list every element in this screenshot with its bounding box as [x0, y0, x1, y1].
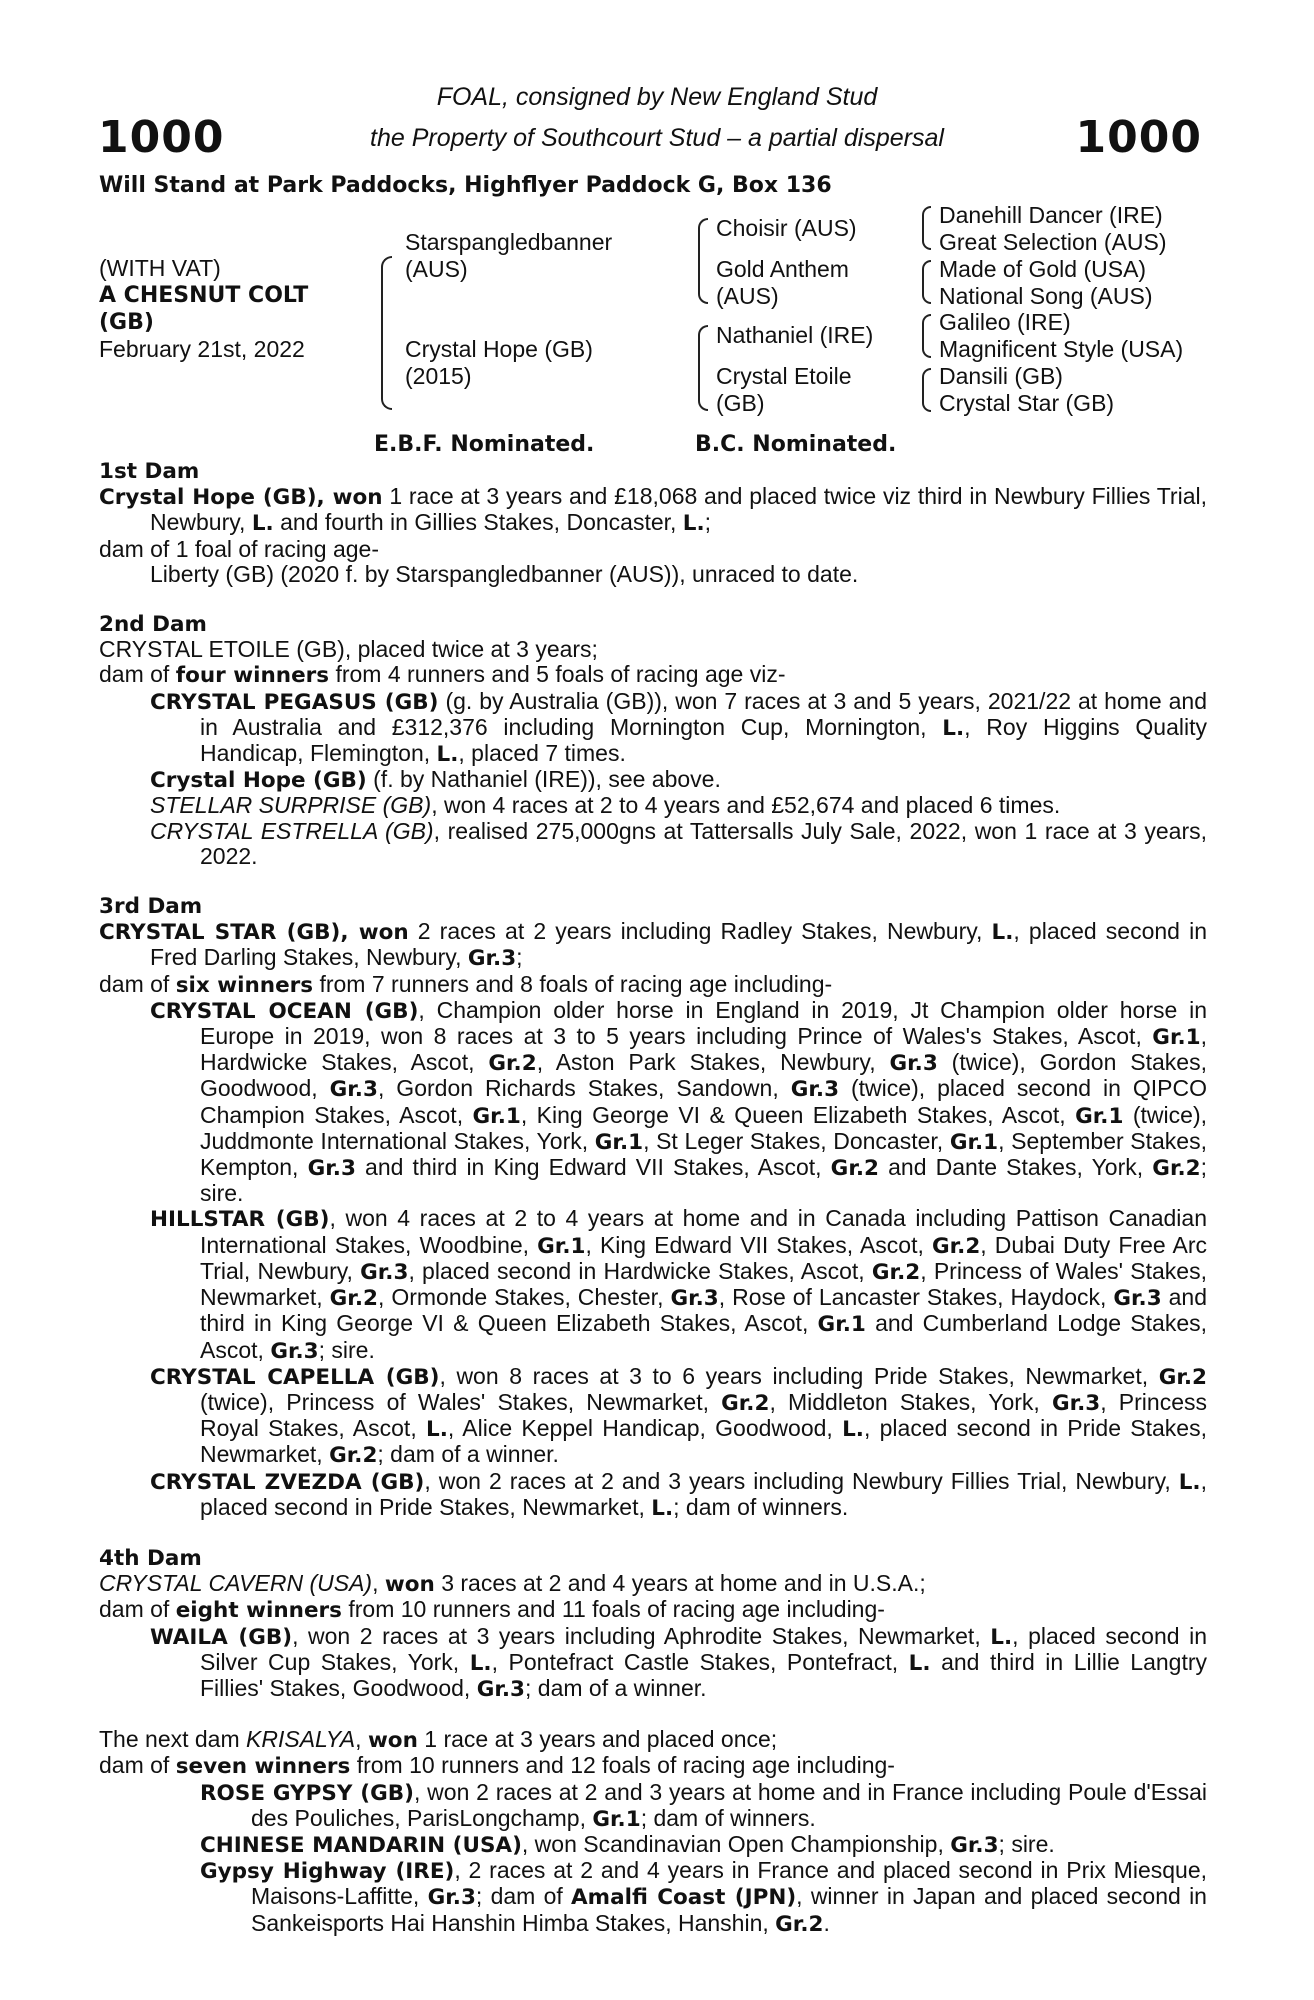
produce-crystal-estrella: CRYSTAL ESTRELLA (GB), realised 275,000gns at Tattersalls July Sale, 2022, won 1 race at 3 years, 2022.: [150, 817, 1207, 869]
brace-generation-1: [381, 256, 392, 410]
produce-gypsy-highway: Gypsy Highway (IRE), 2 races at 2 and 4 years in France and placed second in Prix Miesque, Maisons-Laffitte, Gr.3; dam of Amalfi Coast (JPN), winner in Japan and placed second in Sankeisports Hai Hanshin Himba Stakes, Hanshin, Gr.2.: [200, 1857, 1207, 1937]
first-dam-heading: 1st Dam: [99, 459, 200, 484]
dam-name: Crystal Hope (GB): [405, 336, 593, 362]
third-dam-produce-intro: dam of six winners from 7 runners and 8 foals of racing age including-: [99, 970, 833, 998]
sss: Danehill Dancer (IRE): [939, 202, 1163, 228]
dds: Dansili (GB): [939, 363, 1063, 389]
next-dam-record: The next dam KRISALYA, won 1 race at 3 years and placed once;: [99, 1726, 778, 1754]
produce-crystal-hope: Crystal Hope (GB) (f. by Nathaniel (IRE)), see above.: [150, 766, 721, 794]
dam-dam-name: Crystal Etoile: [716, 363, 852, 389]
brace-ds: [922, 314, 931, 358]
first-dam-produce-item: Liberty (GB) (2020 f. by Starspangledbanner (AUS)), unraced to date.: [150, 560, 859, 587]
dss: Galileo (IRE): [939, 309, 1071, 335]
produce-chinese-mandarin: CHINESE MANDARIN (USA), won Scandinavian Open Championship, Gr.3; sire.: [200, 1830, 1055, 1858]
produce-crystal-ocean: CRYSTAL OCEAN (GB), Champion older horse in England in 2019, Jt Champion older horse in Europe in 2019, won 8 races at 3 to 5 years including Prince of Wales's Stakes, Ascot, Gr.1, Hardwicke Stakes, Ascot, Gr.2, Aston Park Stakes, Newbury, Gr.3 (twice), Gordon Stakes, Goodwood, Gr.3, Gordon Richards Stakes, Sandown, Gr.3 (twice), placed second in QIPCO Champion Stakes, Ascot, Gr.1, King George VI & Queen Elizabeth Stakes, Ascot, Gr.1 (twice), Juddmonte International Stakes, York, Gr.1, St Leger Stakes, Doncaster, Gr.1, September Stakes, Kempton, Gr.3 and third in King Edward VII Stakes, Ascot, Gr.2 and Dante Stakes, York, Gr.2; sire.: [150, 996, 1208, 1207]
brace-sire-side: [698, 218, 708, 304]
produce-stellar-surprise: STELLAR SURPRISE (GB), won 4 races at 2 to 4 years and £52,674 and placed 6 times.: [150, 792, 1061, 819]
sire-sire: Choisir (AUS): [716, 215, 857, 241]
bc-nominated: B.C. Nominated.: [695, 432, 897, 457]
sire-dam-country: (AUS): [716, 283, 779, 309]
fourth-dam-heading: 4th Dam: [99, 1545, 202, 1571]
dam-year: (2015): [405, 363, 472, 389]
second-dam-produce-intro: dam of four winners from 4 runners and 5 foals of racing age viz-: [99, 661, 786, 689]
ssd: Great Selection (AUS): [939, 229, 1167, 255]
stand-line: Will Stand at Park Paddocks, Highflyer Paddock G, Box 136: [99, 173, 832, 198]
ddd: Crystal Star (GB): [939, 390, 1115, 416]
fourth-dam-record: CRYSTAL CAVERN (USA), won 3 races at 2 and 4 years at home and in U.S.A.;: [99, 1570, 926, 1598]
dam-sire: Nathaniel (IRE): [716, 322, 874, 348]
foaling-date: February 21st, 2022: [99, 336, 305, 362]
sdd: National Song (AUS): [939, 283, 1153, 309]
property-line: the Property of Southcourt Stud – a partial dispersal: [370, 124, 944, 152]
sds: Made of Gold (USA): [939, 256, 1147, 282]
lot-description: A CHESNUT COLT: [99, 283, 309, 308]
next-dam-produce-intro: dam of seven winners from 10 runners and 12 foals of racing age including-: [99, 1752, 895, 1780]
sire-country: (AUS): [405, 256, 468, 282]
brace-dd: [922, 368, 931, 412]
vat-label: (WITH VAT): [99, 255, 221, 281]
produce-crystal-pegasus: CRYSTAL PEGASUS (GB) (g. by Australia (GB)), won 7 races at 3 and 5 years, 2021/22 at home and in Australia and £312,376 including Mornington Cup, Mornington, L., Roy Higgins Quality Handicap, Flemington, L., placed 7 times.: [150, 687, 1207, 768]
dsd: Magnificent Style (USA): [939, 336, 1184, 362]
dam-dam-country: (GB): [716, 390, 765, 416]
catalogue-text: [99, 459, 1207, 1937]
sire-dam-name: Gold Anthem: [716, 256, 849, 282]
brace-dam-side: [698, 325, 708, 411]
sire-name: Starspangledbanner: [405, 229, 613, 255]
consignor-line: FOAL, consigned by New England Stud: [436, 83, 878, 111]
produce-crystal-capella: CRYSTAL CAPELLA (GB), won 8 races at 3 to 6 years including Pride Stakes, Newmarket, Gr.2 (twice), Princess of Wales' Stakes, Newmarket, Gr.2, Middleton Stakes, York, Gr.3, Princess Royal Stakes, Ascot, L., Alice Keppel Handicap, Goodwood, L., placed second in Pride Stakes, Newmarket, Gr.2; dam of a winner.: [150, 1362, 1207, 1469]
fourth-dam-produce-intro: dam of eight winners from 10 runners and 11 foals of racing age including-: [99, 1596, 885, 1624]
second-dam-record: CRYSTAL ETOILE (GB), placed twice at 3 years;: [99, 636, 598, 663]
produce-hillstar: HILLSTAR (GB), won 4 races at 2 to 4 years at home and in Canada including Pattison Canadian International Stakes, Woodbine, Gr.1, King Edward VII Stakes, Ascot, Gr.2, Dubai Duty Free Arc Trial, Newbury, Gr.3, placed second in Hardwicke Stakes, Ascot, Gr.2, Princess of Wales' Stakes, Newmarket, Gr.2, Ormonde Stakes, Chester, Gr.3, Rose of Lancaster Stakes, Haydock, Gr.3 and third in King George VI & Queen Elizabeth Stakes, Ascot, Gr.1 and Cumberland Lodge Stakes, Ascot, Gr.3; sire.: [150, 1205, 1208, 1364]
lot-number-left: 1000: [98, 112, 225, 163]
brace-sd: [922, 260, 931, 304]
ebf-nominated: E.B.F. Nominated.: [374, 432, 595, 457]
produce-waila: WAILA (GB), won 2 races at 3 years including Aphrodite Stakes, Newmarket, L., placed second in Silver Cup Stakes, York, L., Pontefract Castle Stakes, Pontefract, L. and third in Lillie Langtry Fillies' Stakes, Goodwood, Gr.3; dam of a winner.: [150, 1622, 1208, 1702]
lot-description-country: (GB): [99, 310, 154, 335]
produce-rose-gypsy: ROSE GYPSY (GB), won 2 races at 2 and 3 years at home and in France including Poule d'Essai des Pouliches, ParisLongchamp, Gr.1; dam of winners.: [200, 1778, 1208, 1832]
first-dam-record: Crystal Hope (GB), won 1 race at 3 years and £18,068 and placed twice viz third in Newbury Fillies Trial, Newbury, L. and fourth in Gillies Stakes, Doncaster, L.;: [99, 483, 1207, 537]
second-dam-heading: 2nd Dam: [99, 612, 207, 638]
brace-ss: [922, 206, 931, 250]
produce-crystal-zvezda: CRYSTAL ZVEZDA (GB), won 2 races at 2 and 3 years including Newbury Fillies Trial, Newbury, L., placed second in Pride Stakes, Newmarket, L.; dam of winners.: [150, 1467, 1207, 1521]
third-dam-record: CRYSTAL STAR (GB), won 2 races at 2 years including Radley Stakes, Newbury, L., placed second in Fred Darling Stakes, Newbury, Gr.3;: [99, 918, 1207, 972]
third-dam-heading: 3rd Dam: [99, 894, 203, 920]
first-dam-produce-intro: dam of 1 foal of racing age-: [99, 535, 379, 562]
lot-number-right: 1000: [1075, 112, 1202, 163]
